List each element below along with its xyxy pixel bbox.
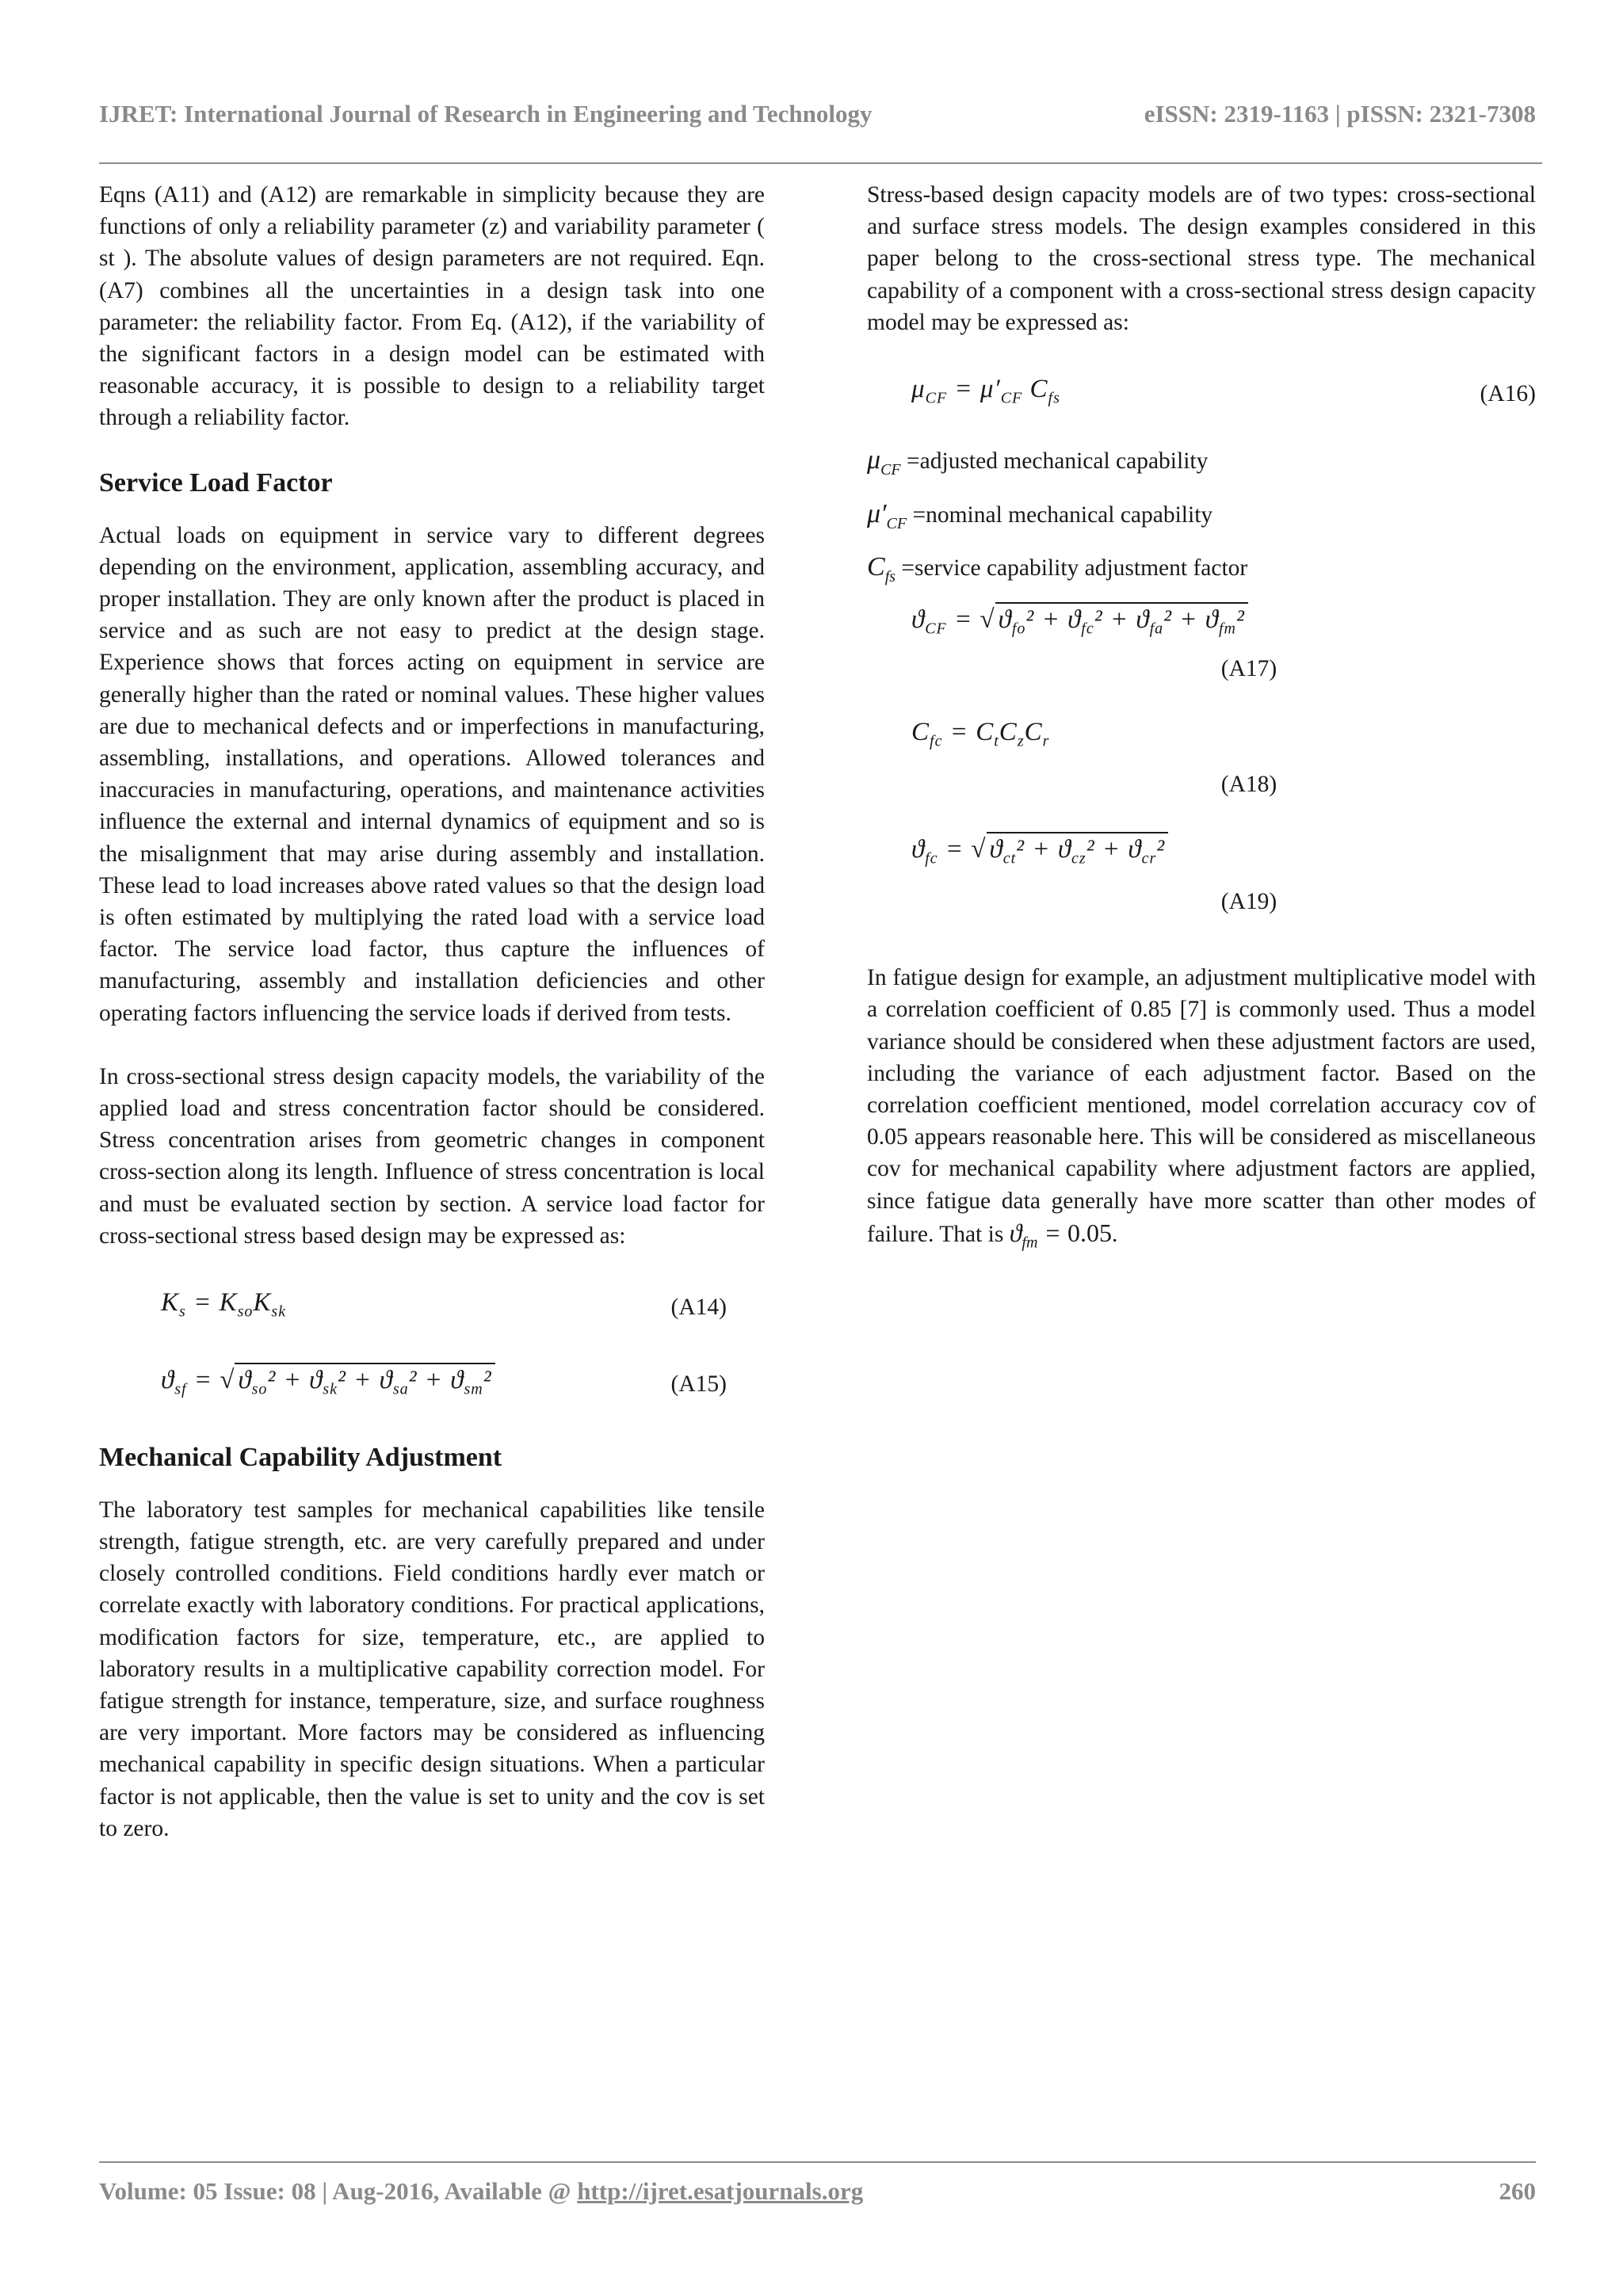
equation-a16 — [867, 373, 1536, 414]
paragraph-cross-sectional: In cross-sectional stress design capacity models, the variability of the applied load and stress concentration factor should be considered. Stress concentration arises from geometric changes in component cross-section along its length. Influence of stress concentration is local and must be evaluated section by section. A service load factor for cross-sectional stress based design may be expressed as: — [99, 1063, 765, 1249]
definition-item: $\mu_{CF}$ =adjusted mechanical capability — [867, 444, 1209, 479]
page-number: 260 — [1499, 2177, 1536, 2205]
journal-title: IJRET: International Journal of Research in Engineering and Technology — [99, 100, 873, 128]
formula-theta-sf: $ϑ_{sf}$ = √ $ϑ_{so}^2 + ϑ_{sk}^2 + ϑ_{sa}^2 + ϑ_{sm}^2$ — [161, 1363, 495, 1405]
equation-a18-formula — [867, 716, 1536, 757]
symbol-mu-cf: $\mu_{CF}$ — [867, 444, 901, 479]
issn: eISSN: 2319-1163 | pISSN: 2321-7308 — [1144, 100, 1536, 128]
equation-a14 — [99, 1287, 765, 1328]
paragraph-reliability: Eqns (A11) and (A12) are remarkable in simplicity because they are functions of only a reliability parameter (z) and variability parameter ( st ). The absolute values of design parameters are not required. Eqn. (A7) combines all the uncertainties in a design task into one parameter: the reliability factor. From Eq. (A12), if the variability of the significant factors in a design model can be estimated with reasonable accuracy, it is possible to design to a reliability target through a reliability factor. — [99, 182, 765, 431]
symbol-c-fs: $C_{fs}$ — [867, 552, 896, 586]
paragraph-stress-based: Stress-based design capacity models are of two types: cross-sectional and surface stress models. The design examples considered in this paper belong to the cross-sectional stress type. The mechanical capability of a component with a cross-sectional stress design capacity model may be expressed as: — [867, 182, 1536, 335]
journal-link[interactable]: http://ijret.esatjournals.org — [577, 2177, 864, 2205]
formula-theta-fc: $ϑ_{fc}$ = √ $ϑ_{ct}^2 + ϑ_{cz}^2 + ϑ_{cr}^2$ — [911, 832, 1168, 875]
footer-volume: Volume: 05 Issue: 08 | Aug-2016, Available @ http://ijret.esatjournals.org — [99, 2177, 864, 2205]
header-rule — [99, 162, 1542, 164]
left-column — [99, 179, 765, 1844]
formula-ks: $K_s = K_{so}K_{sk}$ — [161, 1288, 287, 1321]
page-header — [99, 100, 1536, 128]
paragraph-service-load: Actual loads on equipment in service vary to different degrees depending on the environment, application, assembling accuracy, and proper installation. They are only known after the product is placed in service and as such are not easy to predict at the design stage. Experience shows that forces acting on equipment in service are generally higher than the rated or nominal values. These higher values are due to mechanical defects and or imperfections in manufacturing, assembling, installations, and operations. Allowed tolerances and inaccuracies in manufacturing, operations, and maintenance activities influence the external and internal dynamics of equipment and so is the misalignment that may arise during assembly and installation. These lead to load increases above rated values so that the design load is often estimated by multiplying the rated load with a service load factor. The service load factor, thus capture the influences of manufacturing, assembly and installation deficiencies and other operating factors influencing the service loads if derived from tests. — [99, 522, 765, 1026]
equation-a17-formula — [867, 602, 1536, 645]
equation-number: (A15) — [670, 1371, 727, 1397]
formula-c-fc: $C_{fc} = C_tC_zC_r$ — [911, 718, 1050, 750]
symbol-mu-prime-cf: $\mu'_{CF}$ — [867, 498, 907, 532]
equation-number-a18: (A18) — [1220, 772, 1277, 797]
equation-number-a17: (A17) — [1220, 656, 1277, 681]
heading-mechanical-capability: Mechanical Capability Adjustment — [99, 1442, 502, 1472]
definition-item: $\mu'_{CF}$ =nominal mechanical capability — [867, 498, 1213, 532]
right-column — [867, 179, 1536, 1258]
formula-theta-cf: $ϑ_{CF}$ = √ $ϑ_{fo}^2 + ϑ_{fc}^2 + ϑ_{fa}^2 + ϑ_{fm}^2$ — [911, 602, 1248, 645]
equation-a15 — [99, 1363, 765, 1405]
paragraph-fatigue-design: In fatigue design for example, an adjustment multiplicative model with a correlation coefficient of 0.85 [7] is commonly used. Thus a model variance should be considered when these adjustment factors are used, including the variance of each adjustment factor. Based on the correlation coefficient mentioned, model correlation accuracy cov of 0.05 appears reasonable here. This will be considered as miscellaneous cov for mechanical capability where adjustment factors are applied, since fatigue data generally have more scatter than other modes of failure. That is $ϑ_{fm} = 0.05$. — [867, 965, 1536, 1252]
footer-rule — [99, 2161, 1536, 2163]
formula-theta-fm: $ϑ_{fm} = 0.05$ — [1009, 1218, 1112, 1252]
page-footer — [99, 2177, 1536, 2206]
paragraph-mechanical-capability: The laboratory test samples for mechanical capabilities like tensile strength, fatigue strength, etc. are very carefully prepared and under closely controlled conditions. Field conditions hardly ever match or correlate exactly with laboratory conditions. For practical applications, modification factors for size, temperature, etc., are applied to laboratory results in a multiplicative capability correction model. For fatigue strength for instance, temperature, size, and surface roughness are very important. More factors may be considered as influencing mechanical capability in specific design situations. When a particular factor is not applicable, then the value is set to unity and the cov is set to zero. — [99, 1497, 765, 1841]
formula-mu-cf: $\mu_{CF} = \mu'_{CF}$ $C_{fs}$ — [911, 375, 1060, 407]
equation-number: (A14) — [670, 1294, 727, 1320]
equation-number: (A16) — [1480, 380, 1536, 406]
equation-a19-formula — [867, 832, 1536, 875]
definition-list — [867, 438, 1536, 599]
heading-service-load-factor: Service Load Factor — [99, 467, 333, 498]
definition-item: $C_{fs}$ =service capability adjustment factor — [867, 552, 1248, 586]
equation-number-a19: (A19) — [1220, 889, 1277, 914]
